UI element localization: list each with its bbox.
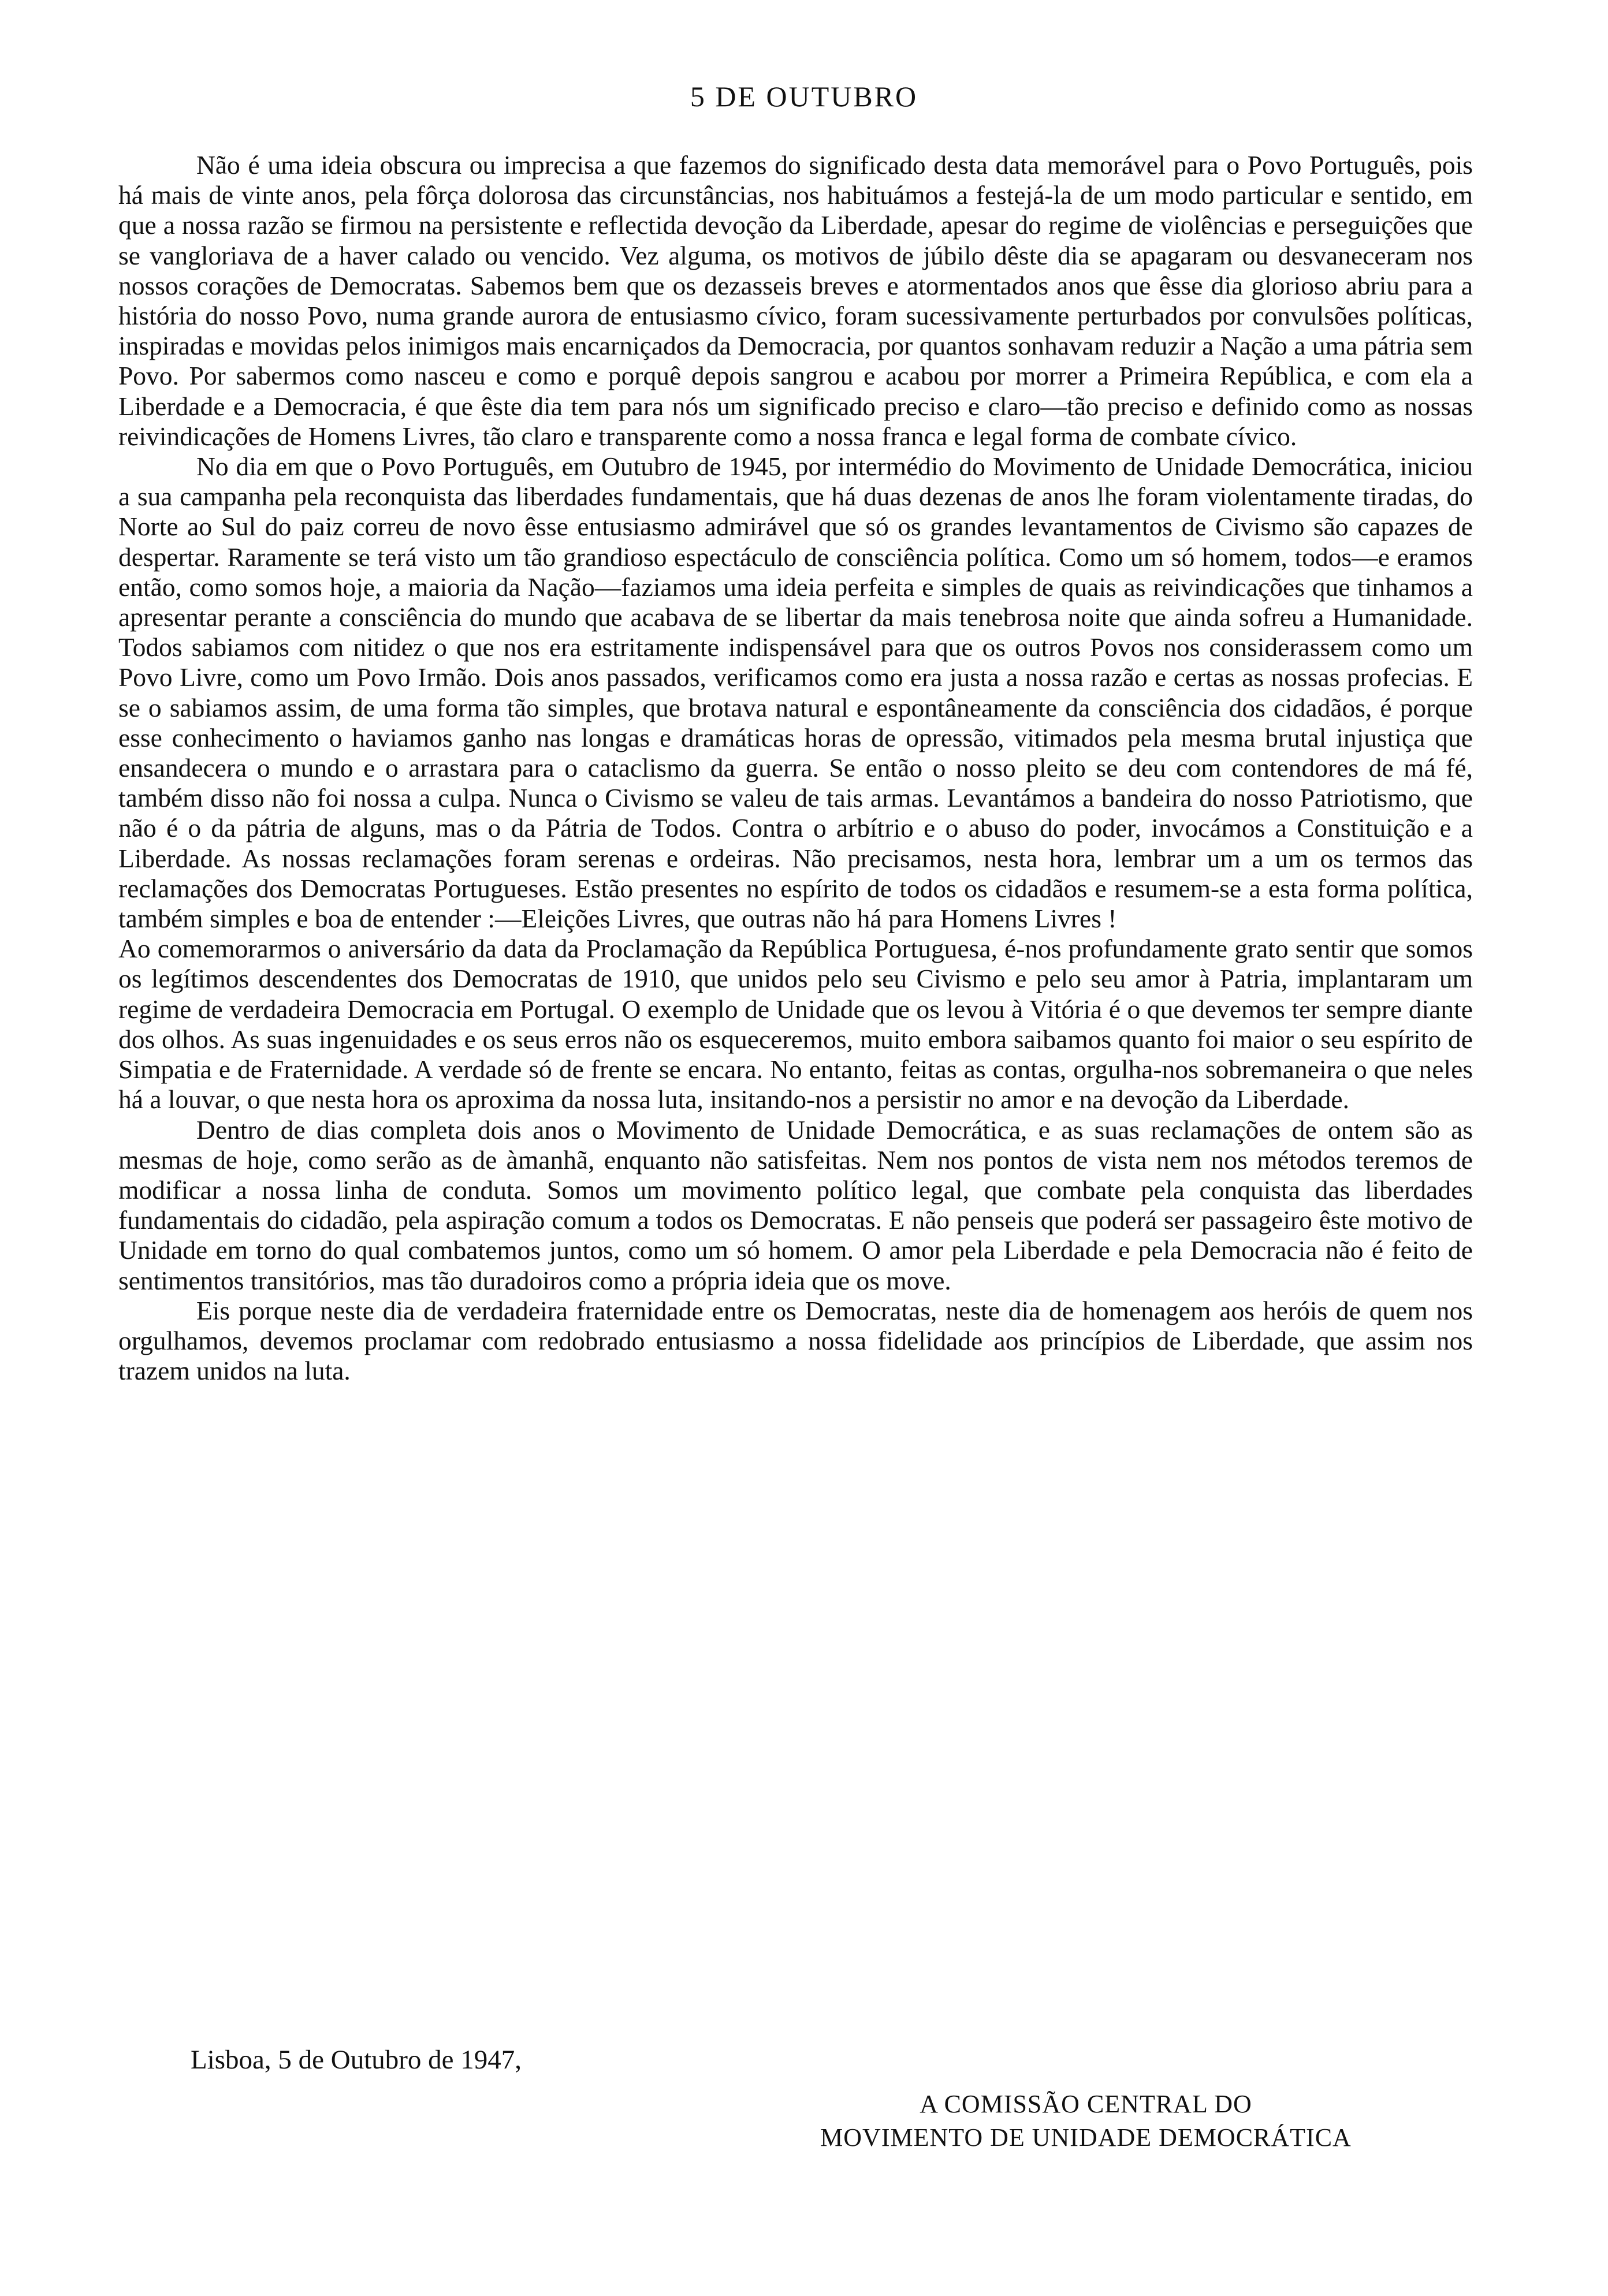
paragraph-3: Ao comemorarmos o aniversário da data da Proclamação da República Portuguesa, é-nos profundamente grato sentir que somos os legítimos descendentes dos Democratas de 1910, que unidos pelo seu Civismo e pelo seu amor à Patria, implantaram um regime de verdadeira Democracia em Portugal. O exemplo de Unidade que os levou à Vitória é o que devemos ter sempre diante dos olhos. As suas ingenuidades e os seus erros não os esqueceremos, muito embora saibamos quanto foi maior o seu espírito de Simpatia e de Fraternidade. A verdade só de frente se encara. No entanto, feitas as contas, orgulha-nos sobremaneira o que neles há a louvar, o que nesta hora os aproxima da nossa luta, insitando-nos a persistir no amor e na devoção da Liberdade. (118, 934, 1473, 1115)
signature-line-2: MOVIMENTO DE UNIDADE DEMOCRÁTICA (820, 2123, 1352, 2152)
paragraph-1: Não é uma ideia obscura ou imprecisa a que fazemos do significado desta data memorável para o Povo Português, pois há mais de vinte anos, pela fôrça dolorosa das circunstâncias, nos habituámos a festejá-la de um modo particular e sentido, em que a nossa razão se firmou na persistente e reflectida devoção da Liberdade, apesar do regime de violências e perseguições que se vangloriava de a haver calado ou vencido. Vez alguma, os motivos de júbilo dêste dia se apagaram ou desvaneceram nos nossos corações de Democratas. Sabemos bem que os dezasseis breves e atormentados anos que êsse dia glorioso abriu para a história do nosso Povo, numa grande aurora de entusiasmo cívico, foram sucessivamente perturbados por convulsões políticas, inspiradas e movidas pelos inimigos mais encarniçados da Democracia, por quantos sonhavam reduzir a Nação a uma pátria sem Povo. Por sabermos como nasceu e como e porquê depois sangrou e acabou por morrer a Primeira República, e com ela a Liberdade e a Democracia, é que êste dia tem para nós um significado preciso e claro—tão preciso e definido como as nossas reivindicações de Homens Livres, tão claro e transparente como a nossa franca e legal forma de combate cívico. (118, 150, 1473, 451)
paragraph-2: No dia em que o Povo Português, em Outubro de 1945, por intermédio do Movimento de Unidade Democrática, iniciou a sua campanha pela reconquista das liberdades fundamentais, que há duas dezenas de anos lhe foram violentamente tiradas, do Norte ao Sul do paiz correu de novo êsse entusiasmo admirável que só os grandes levantamentos de Civismo são capazes de despertar. Raramente se terá visto um tão grandioso espectáculo de consciência política. Como um só homem, todos—e eramos então, como somos hoje, a maioria da Nação—faziamos uma ideia perfeita e simples de quais as reivindicações que tinhamos a apresentar perante a consciência do mundo que acabava de se libertar da mais tenebrosa noite que ainda sofreu a Humanidade. Todos sabiamos com nitidez o que nos era estritamente indispensável para que os outros Povos nos considerassem como um Povo Livre, como um Povo Irmão. Dois anos passados, verificamos como era justa a nossa razão e certas as nossas profecias. E se o sabiamos assim, de uma forma tão simples, que brotava natural e espontâneamente da consciência dos cidadãos, é porque esse conhecimento o haviamos ganho nas longas e dramáticas horas de opressão, vitimados pela mesma brutal injustiça que ensandecera o mundo e o arrastara para o cataclismo da guerra. Se então o nosso pleito se deu com contendores de má fé, também disso não foi nossa a culpa. Nunca o Civismo se valeu de tais armas. Levantámos a bandeira do nosso Patriotismo, que não é o da pátria de alguns, mas o da Pátria de Todos. Contra o arbítrio e o abuso do poder, invocámos a Constituição e a Liberdade. As nossas reclamações foram serenas e ordeiras. Não precisamos, nesta hora, lembrar um a um os termos das reclamações dos Democratas Portugueses. Estão presentes no espírito de todos os cidadãos e resumem-se a esta forma política, também simples e boa de entender :—Eleições Livres, que outras não há para Homens Livres ! (118, 452, 1473, 934)
document-body (118, 150, 1473, 1386)
paragraph-5: Eis porque neste dia de verdadeira fraternidade entre os Democratas, neste dia de homenagem aos heróis de quem nos orgulhamos, devemos proclamar com redobrado entusiasmo a nossa fidelidade aos princípios de Liberdade, que assim nos trazem unidos na luta. (118, 1295, 1473, 1386)
paragraph-4: Dentro de dias completa dois anos o Movimento de Unidade Democrática, e as suas reclamações de ontem são as mesmas de hoje, como serão as de àmanhã, enquanto não satisfeitas. Nem nos pontos de vista nem nos métodos teremos de modificar a nossa linha de conduta. Somos um movimento político legal, que combate pela conquista das liberdades fundamentais do cidadão, pela aspiração comum a todos os Democratas. E não penseis que poderá ser passageiro êste motivo de Unidade em torno do qual combatemos juntos, como um só homem. O amor pela Liberdade e pela Democracia não é feito de sentimentos transitórios, mas tão duradoiros como a própria ideia que os move. (118, 1115, 1473, 1295)
page-title: 5 DE OUTUBRO (690, 80, 918, 113)
place-and-date: Lisboa, 5 de Outubro de 1947, (191, 2045, 522, 2075)
signature-block (710, 2088, 1461, 2155)
signature-line-1: A COMISSÃO CENTRAL DO (920, 2090, 1252, 2118)
document-footer (0, 2044, 1608, 2217)
